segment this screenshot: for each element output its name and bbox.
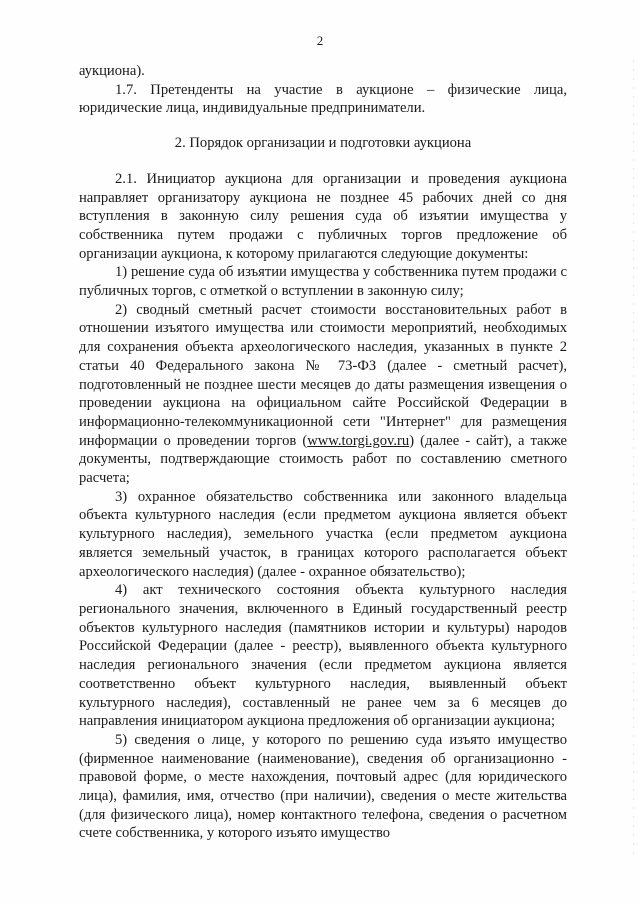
section-heading-2: 2. Порядок организации и подготовки аукциона — [174, 135, 472, 152]
page-number: 2 — [316, 33, 324, 48]
document-body — [79, 62, 567, 843]
list-item-4: 4) акт технического состояния объекта культурного наследия регионального значения, включенного в Единый государственный реестр объектов культурного наследия (памятников истории и культуры) народов Российской Федерации (далее - реестр), выявленного объекта культурного наследия регионального значения (если предметом аукциона является соответственно объект культурного наследия, выявленный объект культурного наследия), составленный не ранее чем за 6 месяцев до направления инициатором аукциона предложения об организации аукциона; — [79, 582, 567, 730]
paragraph-2-1: 2.1. Инициатор аукциона для организации и проведения аукциона направляет организатору аукциона не позднее 45 рабочих дней со дня вступления в законную силу решения суда об изъятии имущества у собственника путем продажи с публичных торгов предложение об организации аукциона, к которому прилагаются следующие документы: — [79, 170, 567, 262]
paragraph-continuation: аукциона). — [79, 63, 145, 79]
list-item-5: 5) сведения о лице, у которого по решению суда изъято имущество (фирменное наименование (наименование), сведения об организационно - правовой форме, о месте нахождения, почтовый адрес (для юридического лица), фамилия, имя, отчество (при наличии), сведения о месте жительства (для физического лица), номер контактного телефона, сведения о расчетном счете собственника, у которого изъято имущество — [79, 731, 567, 842]
torgi-site-link[interactable]: www.torgi.gov.ru — [307, 432, 410, 449]
list-item-2 — [79, 301, 567, 488]
paragraph-1-7: 1.7. Претенденты на участие в аукционе – физические лица, юридические лица, индивидуальные предприниматели. — [79, 81, 567, 117]
list-item-2-text-after-link: ) (далее - сайт), а также документы, подтверждающие стоимость работ по составлению сметного расчета; — [79, 432, 567, 487]
list-item-1: 1) решение суда об изъятии имущества у собственника путем продажи с публичных торгов, с отметкой о вступлении в законную силу; — [79, 264, 567, 300]
scan-edge-artifact — [633, 60, 634, 860]
list-item-3: 3) охранное обязательство собственника или законного владельца объекта культурного наследия (если предметом аукциона является объект культурного наследия), земельного участка (если предметом аукциона является земельный участок, в границах которого располагается объект археологического наследия) (далее - охранное обязательство); — [79, 488, 567, 580]
list-item-2-text-before-link: 2) сводный сметный расчет стоимости восстановительных работ в отношении изъятого имущества или стоимости мероприятий, необходимых для сохранения объекта археологического наследия, указанных в пункте 2 статьи 40 Федерального закона № 73-ФЗ (далее - сметный расчет), подготовленный не позднее шести месяцев до даты размещения извещения о проведении аукциона на официальном сайте Российской Федерации в информационно-телекоммуникационной сети "Интернет" для размещения информации о проведении торгов ( — [79, 301, 567, 449]
